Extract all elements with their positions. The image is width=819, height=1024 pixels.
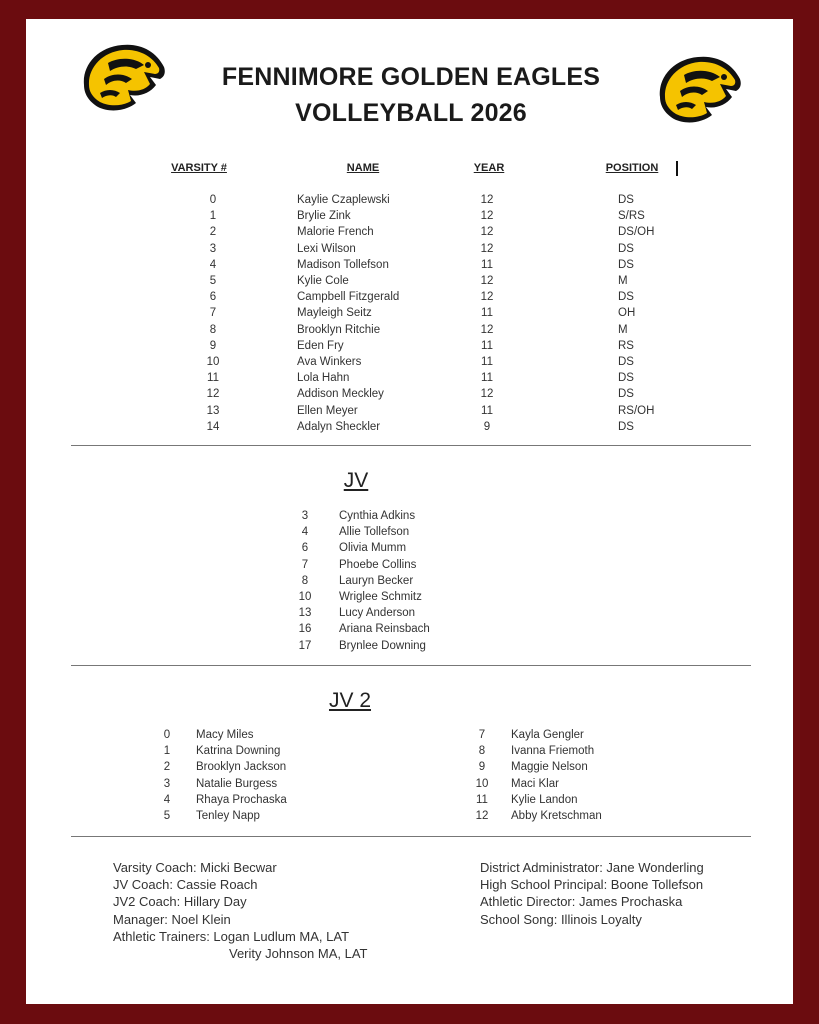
player-year: 12 [480, 388, 494, 401]
player-year: 11 [481, 372, 493, 385]
player-position: DS [618, 258, 634, 271]
player-name: Katrina Downing [196, 745, 281, 758]
player-number: 8 [478, 745, 486, 758]
player-name: Maci Klar [511, 777, 559, 790]
player-name: Addison Meckley [297, 388, 384, 401]
table-row [26, 324, 793, 340]
player-number: 10 [298, 591, 312, 603]
player-name: Kylie Cole [297, 275, 349, 287]
table-row [26, 243, 793, 259]
player-position: DS [618, 420, 634, 433]
player-name: Rhaya Prochaska [196, 793, 287, 806]
player-position: DS [618, 372, 634, 385]
table-row [26, 356, 793, 372]
table-row [26, 388, 793, 404]
table-row [26, 226, 793, 242]
player-position: DS [618, 388, 634, 401]
column-header-name: NAME [346, 162, 380, 174]
player-position: M [618, 275, 628, 287]
player-name: Ellen Meyer [297, 404, 358, 417]
player-name: Maggie Nelson [511, 761, 588, 774]
table-row [26, 194, 793, 210]
player-name: Natalie Burgess [196, 777, 278, 790]
player-number-text: 6 [209, 291, 217, 304]
player-position: DS [618, 242, 634, 255]
player-number: 2 [163, 761, 171, 774]
player-year: 12 [480, 210, 494, 223]
table-row [26, 259, 793, 275]
player-position: DS [618, 356, 634, 368]
player-name: Kylie Landon [511, 793, 578, 806]
staff-line: Athletic Trainers: Logan Ludlum MA, LAT [113, 928, 350, 944]
table-row [26, 372, 793, 388]
staff-line: District Administrator: Jane Wonderling [480, 860, 704, 875]
player-name: Tenley Napp [196, 810, 260, 822]
player-year: 11 [481, 356, 493, 368]
player-year: 12 [480, 291, 494, 304]
player-number-text: 5 [209, 275, 217, 287]
player-number-text: 10 [206, 356, 220, 368]
staff-line: School Song: Illinois Loyalty [480, 911, 642, 927]
player-number-text: 7 [209, 307, 217, 320]
player-year: 11 [481, 339, 493, 352]
player-position: RS [618, 339, 634, 352]
player-year: 12 [480, 194, 494, 206]
player-position: DS [618, 291, 634, 304]
player-name: Ivanna Friemoth [511, 745, 595, 758]
player-name: Cynthia Adkins [339, 510, 416, 522]
column-header-year: YEAR [473, 162, 505, 174]
player-name: Ava Winkers [297, 356, 362, 368]
player-year: 12 [480, 226, 494, 239]
player-number: 4 [301, 526, 309, 539]
player-number-text: 0 [209, 194, 217, 206]
page-title: FENNIMORE GOLDEN EAGLES [221, 63, 601, 91]
player-year: 12 [480, 242, 494, 255]
player-number-text: 11 [207, 372, 219, 385]
player-name: Mayleigh Seitz [297, 307, 372, 320]
column-header-number: VARSITY # [171, 162, 227, 174]
player-year: 11 [481, 307, 493, 320]
player-number: 3 [163, 777, 171, 790]
player-name: Malorie French [297, 226, 374, 239]
player-name: Lexi Wilson [297, 242, 356, 255]
player-name: Macy Miles [196, 729, 254, 741]
player-number-text: 12 [206, 388, 220, 401]
player-name: Lola Hahn [297, 372, 350, 385]
player-number: 5 [163, 810, 171, 822]
player-number-text: 9 [209, 339, 217, 352]
player-name: Brynlee Downing [339, 639, 426, 652]
player-number: 12 [475, 810, 489, 822]
divider [71, 836, 751, 837]
table-row [26, 405, 793, 421]
player-number: 3 [301, 510, 309, 522]
player-number-text: 8 [209, 323, 217, 336]
player-number-text: 14 [206, 420, 220, 433]
player-number: 1 [163, 745, 171, 758]
player-number-text: 3 [209, 242, 217, 255]
player-number-text: 13 [206, 404, 220, 417]
player-number: 9 [478, 761, 486, 774]
table-row [26, 421, 793, 437]
administration-list [480, 859, 704, 928]
player-number: 7 [301, 558, 309, 571]
player-year: 12 [480, 323, 494, 336]
player-year: 11 [481, 258, 493, 271]
player-year: 11 [481, 404, 493, 417]
player-position: RS/OH [618, 404, 655, 417]
player-name: Brooklyn Jackson [196, 761, 287, 774]
player-number: 0 [163, 729, 171, 741]
staff-line: High School Principal: Boone Tollefson [480, 877, 704, 893]
player-name: Brylie Zink [297, 210, 351, 223]
column-header-position: POSITION [605, 162, 659, 174]
coaching-staff-list [113, 859, 368, 962]
player-name: Olivia Mumm [339, 542, 407, 555]
staff-line: Varsity Coach: Micki Becwar [113, 860, 277, 875]
player-number: 13 [298, 607, 312, 620]
roster-page [26, 19, 793, 1004]
player-name: Wriglee Schmitz [339, 591, 422, 603]
staff-line: Athletic Director: James Prochaska [480, 894, 683, 910]
player-name: Adalyn Sheckler [297, 420, 381, 433]
player-year: 9 [483, 420, 491, 433]
staff-line: JV Coach: Cassie Roach [113, 877, 258, 893]
player-number: 16 [298, 623, 312, 636]
player-year: 12 [480, 275, 494, 287]
page-subtitle: VOLLEYBALL 2026 [295, 99, 527, 127]
player-name: Campbell Fitzgerald [297, 291, 400, 304]
player-name: Eden Fry [297, 339, 344, 352]
player-position: OH [618, 307, 636, 320]
player-name: Allie Tollefson [339, 526, 410, 539]
player-number-text: 2 [209, 226, 217, 239]
player-number: 11 [476, 793, 488, 806]
table-row [26, 340, 793, 356]
player-name: Lucy Anderson [339, 607, 416, 620]
table-row [26, 307, 793, 323]
player-name: Kayla Gengler [511, 729, 584, 741]
jv-heading: JV [343, 469, 369, 492]
player-name: Kaylie Czaplewski [297, 194, 390, 206]
player-number: 8 [301, 574, 309, 587]
player-name: Abby Kretschman [511, 810, 602, 822]
player-number: 4 [163, 793, 171, 806]
jv2-heading: JV 2 [328, 689, 372, 712]
player-number-text: 4 [209, 258, 217, 271]
divider [71, 665, 751, 666]
text-cursor [676, 161, 678, 176]
player-number: 6 [301, 542, 309, 555]
staff-line: JV2 Coach: Hillary Day [113, 894, 247, 910]
player-name: Lauryn Becker [339, 574, 414, 587]
player-name: Ariana Reinsbach [339, 623, 430, 636]
divider [71, 445, 751, 446]
table-row [26, 210, 793, 226]
player-number: 7 [478, 729, 486, 741]
player-name: Brooklyn Ritchie [297, 323, 381, 336]
player-name: Phoebe Collins [339, 558, 417, 571]
player-number: 17 [298, 639, 312, 652]
player-number-text: 1 [209, 210, 217, 223]
player-position: DS/OH [618, 226, 655, 239]
player-position: S/RS [618, 210, 645, 223]
player-position: M [618, 323, 628, 336]
player-position: DS [618, 194, 634, 206]
table-row [26, 275, 793, 291]
staff-line: Manager: Noel Klein [113, 911, 231, 927]
player-number: 10 [475, 777, 489, 790]
table-row [26, 291, 793, 307]
staff-line: Verity Johnson MA, LAT [229, 946, 368, 962]
player-name: Madison Tollefson [297, 258, 389, 271]
